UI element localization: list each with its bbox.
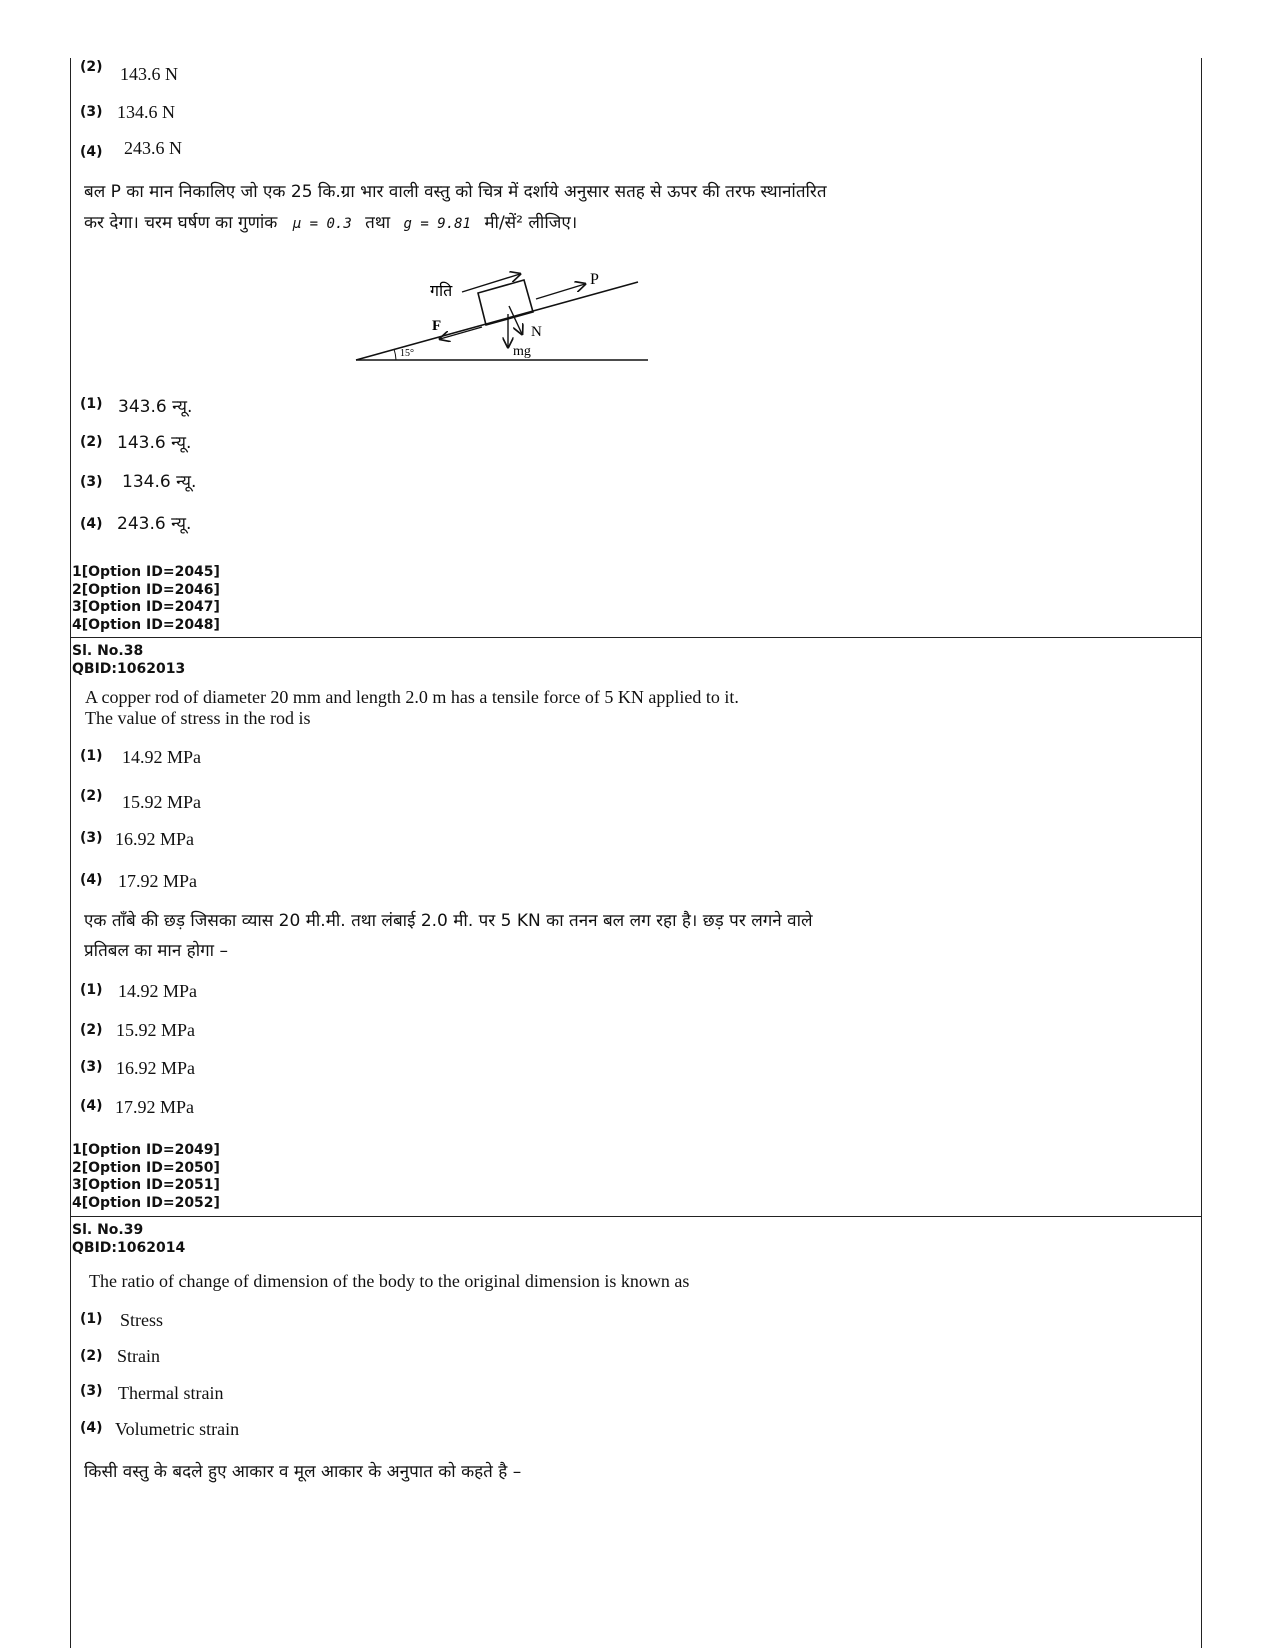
option-text: 243.6 N — [124, 138, 182, 158]
option-number: (2) — [80, 1022, 103, 1038]
hindi-text: मी/सें² लीजिए। — [484, 213, 578, 233]
hindi-text: कर देगा। चरम घर्षण का गुणांक — [84, 213, 278, 233]
mg-label: mg — [513, 344, 531, 359]
option-number: (4) — [80, 1098, 103, 1114]
hindi-question-line — [84, 212, 577, 235]
inclined-plane-figure — [350, 262, 660, 366]
option-number: (4) — [80, 1420, 103, 1436]
option-number: (3) — [80, 1383, 103, 1399]
option-number: (4) — [80, 872, 103, 888]
option-id: 1[Option ID=2049] — [72, 1142, 220, 1158]
option-text: 16.92 MPa — [116, 1058, 196, 1078]
question-line: The ratio of change of dimension of the body to the original dimension is known as — [89, 1271, 690, 1291]
option-id: 4[Option ID=2052] — [72, 1194, 220, 1211]
question-line: A copper rod of diameter 20 mm and length 2.0 m has a tensile force of 5 KN applied to it. — [85, 687, 739, 707]
option-text: 243.6 न्यू. — [117, 514, 192, 534]
option-number: (4) — [80, 144, 103, 160]
force-p-arrow — [536, 284, 585, 299]
option-number: (3) — [80, 104, 103, 120]
option-text: Volumetric strain — [115, 1419, 240, 1439]
question-header — [72, 1222, 185, 1257]
option-text: 143.6 न्यू. — [117, 433, 192, 453]
incline-line — [356, 282, 638, 360]
p-label: P — [590, 271, 599, 288]
option-number: (2) — [80, 788, 103, 804]
option-number: (2) — [80, 1348, 103, 1364]
option-id: 3[Option ID=2051] — [72, 1177, 220, 1193]
option-id-list — [72, 564, 220, 634]
option-id: 4[Option ID=2048] — [72, 616, 220, 633]
serial-number: Sl. No.39 — [72, 1222, 144, 1238]
option-number: (4) — [80, 516, 103, 532]
option-text: Thermal strain — [118, 1383, 224, 1403]
motion-label: गति — [430, 283, 453, 300]
n-label: N — [531, 324, 542, 340]
hindi-question-line: प्रतिबल का मान होगा – — [84, 941, 228, 961]
option-text: 14.92 MPa — [118, 981, 198, 1001]
option-text: 14.92 MPa — [122, 747, 202, 767]
option-number: (2) — [80, 59, 103, 75]
g-expression: g = 9.81 — [403, 216, 471, 232]
mu-expression: μ = 0.3 — [292, 216, 352, 232]
option-number: (3) — [80, 1059, 103, 1075]
friction-arrow — [440, 327, 482, 339]
option-text: Strain — [117, 1346, 160, 1366]
option-text: 343.6 न्यू. — [118, 397, 193, 417]
option-text: 134.6 न्यू. — [122, 472, 197, 492]
option-number: (1) — [80, 982, 103, 998]
option-id-list — [72, 1142, 220, 1212]
option-text: 143.6 N — [120, 64, 178, 84]
f-label: F — [432, 318, 442, 334]
option-id: 2[Option ID=2046] — [72, 581, 220, 598]
option-text: Stress — [120, 1310, 164, 1330]
option-number: (2) — [80, 434, 103, 450]
option-text: 15.92 MPa — [122, 792, 202, 812]
option-number: (3) — [80, 830, 103, 846]
hindi-question-line: किसी वस्तु के बदले हुए आकार व मूल आकार के अनुपात को कहते है – — [84, 1462, 522, 1482]
normal-arrow — [509, 306, 522, 334]
option-text: 17.92 MPa — [115, 1097, 195, 1117]
option-text: 134.6 N — [117, 102, 175, 122]
question-divider — [70, 637, 1202, 638]
angle-arc — [394, 349, 396, 360]
qbid: QBID:1062014 — [72, 1239, 186, 1256]
hindi-question-line: बल P का मान निकालिए जो एक 25 कि.ग्रा भार वाली वस्तु को चित्र में दर्शाये अनुसार सतह से ऊपर की तरफ स्थानांतरित — [84, 182, 827, 202]
option-id: 3[Option ID=2047] — [72, 599, 220, 615]
question-header — [72, 643, 185, 678]
question-divider — [70, 1216, 1202, 1217]
option-text: 15.92 MPa — [116, 1020, 196, 1040]
option-number: (1) — [80, 748, 103, 764]
angle-label: 15° — [400, 348, 414, 359]
serial-number: Sl. No.38 — [72, 643, 144, 659]
option-text: 16.92 MPa — [115, 829, 195, 849]
question-line: The value of stress in the rod is — [85, 708, 311, 728]
option-text: 17.92 MPa — [118, 871, 198, 891]
option-number: (3) — [80, 474, 103, 490]
option-number: (1) — [80, 1311, 103, 1327]
option-id: 2[Option ID=2050] — [72, 1159, 220, 1176]
qbid: QBID:1062013 — [72, 660, 186, 677]
hindi-text: तथा — [365, 213, 391, 233]
option-number: (1) — [80, 396, 103, 412]
option-id: 1[Option ID=2045] — [72, 564, 220, 580]
hindi-question-line: एक ताँबे की छड़ जिसका व्यास 20 मी.मी. तथा लंबाई 2.0 मी. पर 5 KN का तनन बल लग रहा है। छड़ पर लगने वाले — [84, 911, 813, 931]
